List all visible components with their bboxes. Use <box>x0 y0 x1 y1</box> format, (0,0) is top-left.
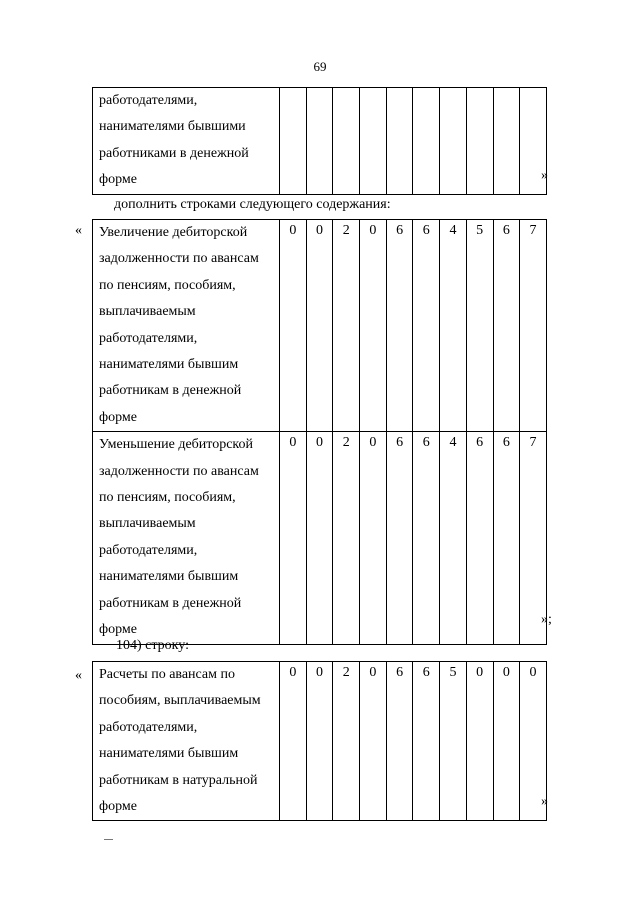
code-table-new-rows <box>92 219 547 645</box>
description-line: нанимателями бывшим <box>99 357 239 373</box>
instruction-text: 104) строку: <box>116 638 189 653</box>
description-line: нанимателями бывшими <box>99 119 246 135</box>
description-line: форме <box>99 172 137 188</box>
code-digit-cell <box>440 88 467 195</box>
code-digit-cell: 0 <box>493 662 520 821</box>
scan-mark <box>104 839 113 840</box>
code-digit-cell: 4 <box>440 432 467 644</box>
row-description <box>93 432 280 644</box>
code-digit-cell: 2 <box>333 220 360 432</box>
row-description <box>93 220 280 432</box>
code-digit-cell: 0 <box>306 662 333 821</box>
description-line: Уменьшение дебиторской <box>99 437 254 453</box>
description-line: по пенсиям, пособиям, <box>99 490 236 506</box>
description-line: работодателями, <box>99 93 198 108</box>
row-description <box>93 662 280 821</box>
description-line: задолженности по авансам <box>99 463 259 479</box>
code-digit-cell: 6 <box>413 432 440 644</box>
code-digit-cell: 6 <box>413 662 440 821</box>
description-line: работникам в денежной <box>99 383 242 399</box>
description-line: выплачиваемым <box>99 516 196 532</box>
code-digit-cell: 7 <box>520 432 547 644</box>
closing-quote: » <box>541 794 548 809</box>
code-digit-cell <box>280 88 307 195</box>
description-line: форме <box>99 622 137 638</box>
description-line: выплачиваемым <box>99 304 196 320</box>
table-row <box>93 88 547 195</box>
table-row <box>93 662 547 821</box>
code-digit-cell: 6 <box>466 432 493 644</box>
description-line: работникам в натуральной <box>99 772 258 788</box>
code-digit-cell: 6 <box>493 432 520 644</box>
code-digit-cell: 6 <box>386 662 413 821</box>
code-digit-cell: 0 <box>280 220 307 432</box>
code-digit-cell: 5 <box>440 662 467 821</box>
code-digit-cell: 0 <box>280 662 307 821</box>
description-line: работниками в денежной <box>99 145 249 161</box>
code-digit-cell <box>360 88 387 195</box>
description-line: форме <box>99 409 137 425</box>
code-digit-cell: 6 <box>413 220 440 432</box>
opening-quote: « <box>75 668 82 683</box>
code-digit-cell: 7 <box>520 220 547 432</box>
description-line: работодателями, <box>99 542 198 558</box>
code-digit-cell: 0 <box>306 220 333 432</box>
code-digit-cell: 0 <box>360 220 387 432</box>
instruction-text: дополнить строками следующего содержания: <box>114 197 391 212</box>
code-digit-cell: 5 <box>466 220 493 432</box>
code-digit-cell: 2 <box>333 432 360 644</box>
opening-quote: « <box>75 223 82 238</box>
table-row <box>93 220 547 432</box>
table-row <box>93 432 547 644</box>
code-table-continuation <box>92 87 547 195</box>
closing-quote: » <box>541 168 548 183</box>
description-line: нанимателями бывшим <box>99 569 239 585</box>
code-digit-cell <box>333 88 360 195</box>
description-line: задолженности по авансам <box>99 251 259 267</box>
code-digit-cell: 0 <box>306 432 333 644</box>
page-number: 69 <box>313 59 327 74</box>
code-digit-cell <box>413 88 440 195</box>
code-digit-cell: 0 <box>360 662 387 821</box>
code-digit-cell <box>306 88 333 195</box>
code-digit-cell: 6 <box>493 220 520 432</box>
description-line: работодателями, <box>99 330 198 346</box>
code-digit-cell: 2 <box>333 662 360 821</box>
description-line: Расчеты по авансам по <box>99 667 236 682</box>
description-line: по пенсиям, пособиям, <box>99 277 236 293</box>
code-digit-cell: 0 <box>360 432 387 644</box>
description-line: пособиям, выплачиваемым <box>99 693 261 709</box>
closing-quote: »; <box>541 612 552 627</box>
description-line: нанимателями бывшим <box>99 746 239 762</box>
code-digit-cell: 0 <box>520 662 547 821</box>
row-description <box>93 88 280 195</box>
code-digit-cell: 0 <box>466 662 493 821</box>
description-line: работодателями, <box>99 719 198 735</box>
description-line: работникам в денежной <box>99 595 242 611</box>
description-line: Увеличение дебиторской <box>99 225 248 240</box>
code-digit-cell: 6 <box>386 432 413 644</box>
code-digit-cell: 6 <box>386 220 413 432</box>
code-digit-cell: 4 <box>440 220 467 432</box>
code-digit-cell: 0 <box>280 432 307 644</box>
code-table-replacement-row <box>92 661 547 821</box>
code-digit-cell <box>493 88 520 195</box>
description-line: форме <box>99 799 137 815</box>
code-digit-cell <box>386 88 413 195</box>
code-digit-cell <box>466 88 493 195</box>
